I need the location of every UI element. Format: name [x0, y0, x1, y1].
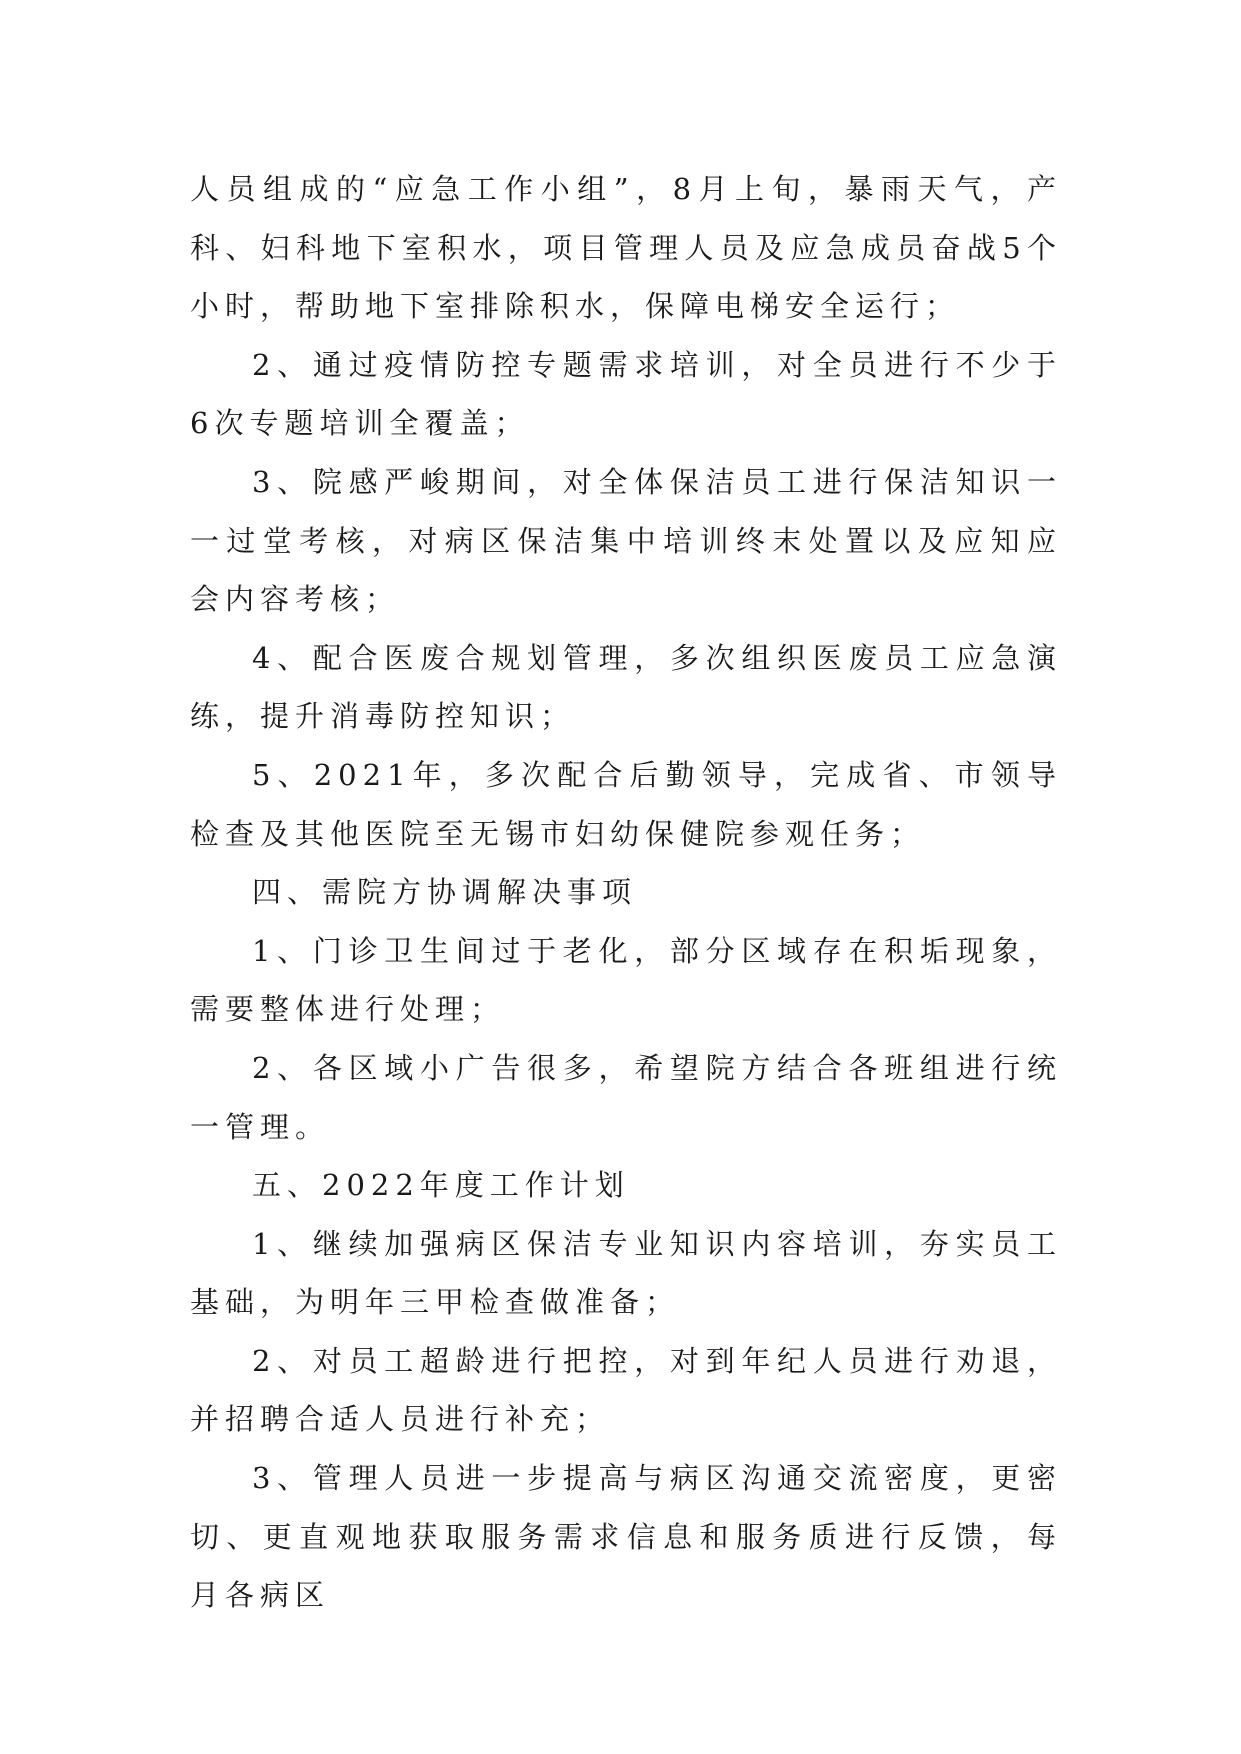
- document-body: [190, 160, 1062, 1625]
- paragraph-5: 5、2021年，多次配合后勤领导，完成省、市领导检查及其他医院至无锡市妇幼保健院参观任务；: [190, 757, 1062, 851]
- paragraph-9: 2、对员工超龄进行把控，对到年纪人员进行劝退，并招聘合适人员进行补充；: [190, 1343, 1062, 1437]
- paragraph-8: 1、继续加强病区保洁专业知识内容培训，夯实员工基础，为明年三甲检查做准备；: [190, 1226, 1062, 1320]
- section-heading-5: 五、2022年度工作计划: [252, 1168, 630, 1203]
- section-heading-4: 四、需院方协调解决事项: [252, 875, 638, 910]
- paragraph-10: 3、管理人员进一步提高与病区沟通交流密度，更密切、更直观地获取服务需求信息和服务质进行反馈，每月各病区: [190, 1461, 1062, 1613]
- paragraph-4: 4、配合医废合规划管理，多次组织医废员工应急演练，提升消毒防控知识；: [190, 640, 1062, 734]
- paragraph-6: 1、门诊卫生间过于老化，部分区域存在积垢现象，需要整体进行处理；: [190, 933, 1062, 1027]
- paragraph-1: 人员组成的“应急工作小组”，8月上旬，暴雨天气，产科、妇科地下室积水，项目管理人员及应急成员奋战5个小时，帮助地下室排除积水，保障电梯安全运行；: [190, 172, 1062, 324]
- paragraph-2: 2、通过疫情防控专题需求培训，对全员进行不少于6次专题培训全覆盖；: [190, 347, 1062, 441]
- paragraph-7: 2、各区域小广告很多，希望院方结合各班组进行统一管理。: [190, 1050, 1062, 1144]
- paragraph-3: 3、院感严峻期间，对全体保洁员工进行保洁知识一一过堂考核，对病区保洁集中培训终末处置以及应知应会内容考核；: [190, 464, 1062, 617]
